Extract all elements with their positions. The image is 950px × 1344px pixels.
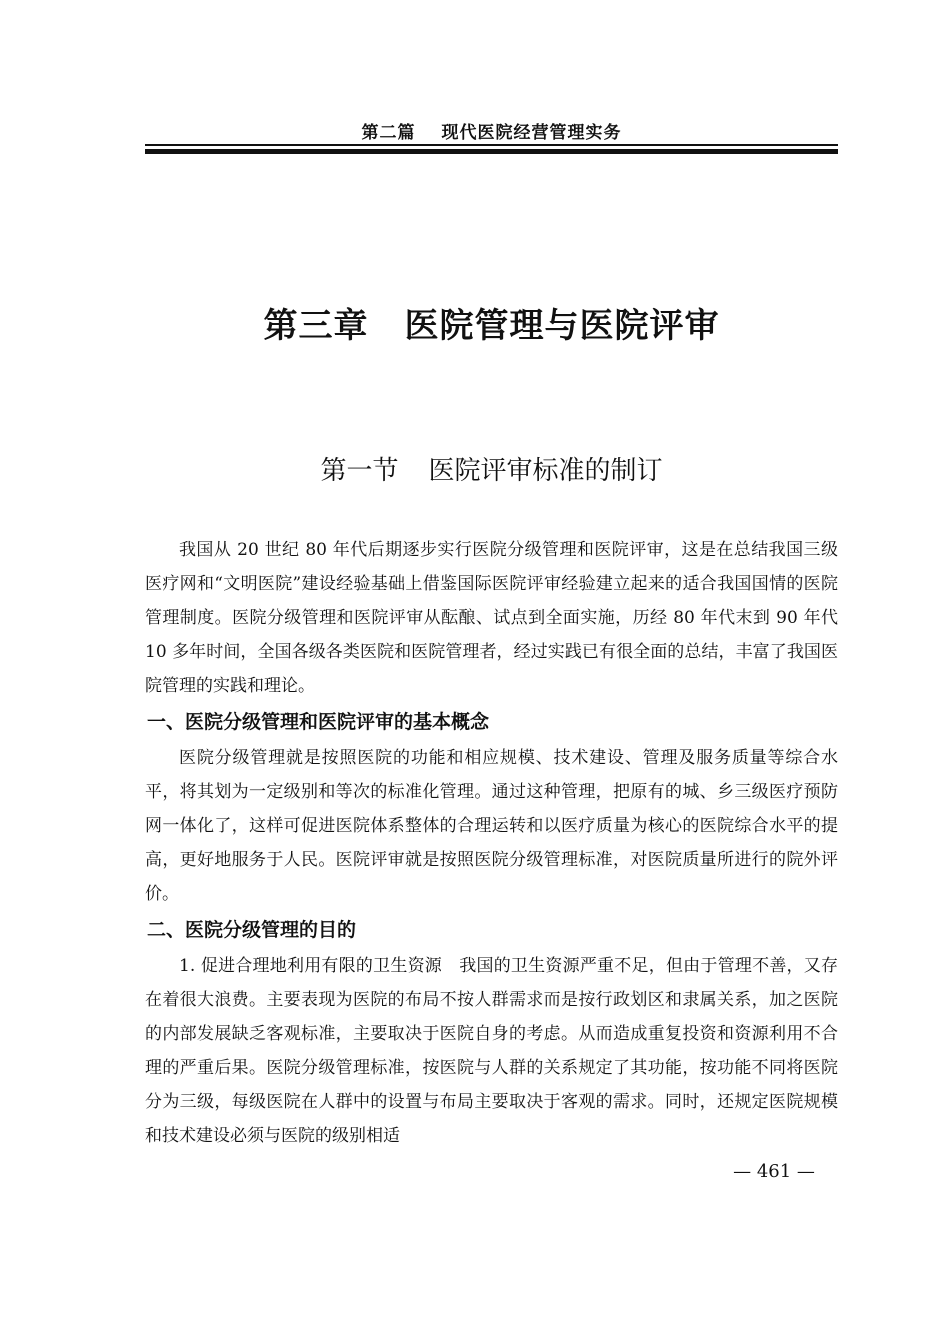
heading-basic-concepts: 一、医院分级管理和医院评审的基本概念 xyxy=(147,711,490,733)
intro-paragraph: 我国从 20 世纪 80 年代后期逐步实行医院分级管理和医院评审，这是在总结我国三级医疗网和“文明医院”建设经验基础上借鉴国际医院评审经验建立起来的适合我国国情的医院管理制度。医院分级管理和医院评审从酝酿、试点到全面实施，历经 80 年代末到 90 年代 10 多年时间，全国各级各类医院和医院管理者，经过实践已有很全面的总结，丰富了我国医院管理的实践和理论。 xyxy=(145,540,838,696)
section-number: 第一节 xyxy=(320,456,399,486)
chapter-number: 第三章 xyxy=(263,306,369,346)
header-rule-thick xyxy=(145,149,838,154)
purpose-paragraph: 1. 促进合理地利用有限的卫生资源 我国的卫生资源严重不足，但由于管理不善，又存在着很大浪费。主要表现为医院的布局不按人群需求而是按行政划区和隶属关系，加之医院的内部发展缺乏客观标准，主要取决于医院自身的考虑。从而造成重复投资和资源利用不合理的严重后果。医院分级管理标准，按医院与人群的关系规定了其功能，按功能不同将医院分为三级，每级医院在人群中的设置与布局主要取决于客观的需求。同时，还规定医院规模和技术建设必须与医院的级别相适 xyxy=(145,956,838,1146)
heading-purpose: 二、医院分级管理的目的 xyxy=(147,919,357,941)
body-text xyxy=(145,533,838,1153)
header-part: 第二篇 xyxy=(361,123,416,143)
page-number: — 461 — xyxy=(733,1161,815,1182)
concepts-paragraph: 医院分级管理就是按照医院的功能和相应规模、技术建设、管理及服务质量等综合水平，将其划为一定级别和等次的标准化管理。通过这种管理，把原有的城、乡三级医疗预防网一体化了，这样可促进医院体系整体的合理运转和以医疗质量为核心的医院综合水平的提高，更好地服务于人民。医院评审就是按照医院分级管理标准，对医院质量所进行的院外评价。 xyxy=(145,748,838,904)
running-header xyxy=(145,118,838,143)
section-name: 医院评审标准的制订 xyxy=(428,456,663,486)
section-title xyxy=(145,450,838,487)
header-title: 现代医院经营管理实务 xyxy=(441,123,622,143)
chapter-title xyxy=(145,298,838,347)
chapter-name: 医院管理与医院评审 xyxy=(404,306,720,346)
header-rule-thin xyxy=(145,144,838,146)
